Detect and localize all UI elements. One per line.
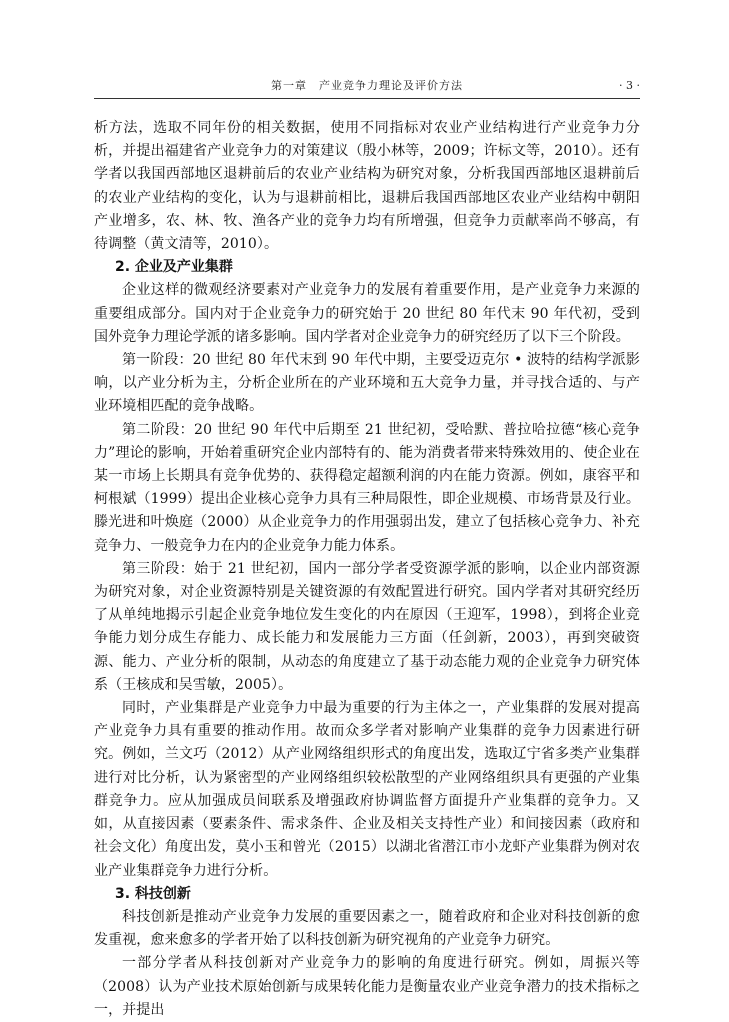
section-heading: 2. 企业及产业集群 bbox=[115, 259, 233, 276]
page-number: · 3 · bbox=[619, 79, 640, 92]
paragraph: 第三阶段：始于 21 世纪初，国内一部分学者受资源学派的影响，以企业内部资源为研究对象，对企业资源特别是关键资源的有效配置进行研究。国内学者对其研究经历了从单纯地揭示引起企业竞争地位发生变化的内在原因（王迎军，1998），到将企业竞争能力划分成生存能力、成长能力和发展能力三方面（任剑新，2003），再到突破资源、能力、产业分析的限制，从动态的角度建立了基于动态能力观的企业竞争力研究体系（王核成和吴雪敏，2005）。 bbox=[94, 560, 640, 693]
body-text bbox=[94, 117, 640, 1022]
paragraph: 同时，产业集群是产业竞争力中最为重要的行为主体之一，产业集群的发展对提高产业竞争力具有重要的推动作用。故而众多学者对影响产业集群的竞争力因素进行研究。例如，兰文巧（2012）从产业网络组织形式的角度出发，选取辽宁省多类产业集群进行对比分析，认为紧密型的产业网络组织较松散型的产业网络组织具有更强的产业集群竞争力。应从加强成员间联系及增强政府协调监督方面提升产业集群的竞争力。又如，从直接因素（要素条件、需求条件、企业及相关支持性产业）和间接因素（政府和社会文化）角度出发，莫小玉和曾光（2015）以湖北省潜江市小龙虾产业集群为例对农业产业集群竞争力进行分析。 bbox=[94, 700, 640, 879]
paragraph: 企业这样的微观经济要素对产业竞争力的发展有着重要作用，是产业竞争力来源的重要组成部分。国内对于企业竞争力的研究始于 20 世纪 80 年代末 90 年代初，受到国外竞争力理论学派的诸多影响。国内学者对企业竞争力的研究经历了以下三个阶段。 bbox=[94, 282, 640, 345]
running-header bbox=[94, 76, 640, 96]
paragraph: 一部分学者从科技创新对产业竞争力的影响的角度进行研究。例如，周振兴等（2008）认为产业技术原始创新与成果转化能力是衡量农业产业竞争潜力的技术指标之一，并提出 bbox=[94, 955, 640, 1018]
header-divider bbox=[94, 98, 640, 99]
paragraph: 第一阶段：20 世纪 80 年代末到 90 年代中期，主要受迈克尔 • 波特的结构学派影响，以产业分析为主，分析企业所在的产业环境和五大竞争力量，并寻找合适的、与产业环境相匹配的竞争战略。 bbox=[94, 352, 640, 415]
chapter-title: 第一章 产业竞争力理论及评价方法 bbox=[271, 79, 463, 92]
paragraph: 第二阶段：20 世纪 90 年代中后期至 21 世纪初，受哈默、普拉哈拉德“核心竞争力”理论的影响，开始着重研究企业内部特有的、能为消费者带来特殊效用的、使企业在某一市场上长期具有竞争优势的、获得稳定超额利润的内在能力资源。例如，康容平和柯根斌（1999）提出企业核心竞争力具有三种局限性，即企业规模、市场背景及行业。滕光进和叶焕庭（2000）从企业竞争力的作用强弱出发，建立了包括核心竞争力、补充竞争力、一般竞争力在内的企业竞争力能力体系。 bbox=[94, 421, 640, 554]
section-heading: 3. 科技创新 bbox=[115, 885, 191, 902]
paragraph: 科技创新是推动产业竞争力发展的重要因素之一，随着政府和企业对科技创新的愈发重视，愈来愈多的学者开始了以科技创新为研究视角的产业竞争力研究。 bbox=[94, 908, 640, 949]
paragraph: 析方法，选取不同年份的相关数据，使用不同指标对农业产业结构进行产业竞争力分析，并提出福建省产业竞争力的对策建议（殷小林等，2009；许标文等，2010）。还有学者以我国西部地区退耕前后的农业产业结构为研究对象，分析我国西部地区退耕前后的农业产业结构的变化，认为与退耕前相比，退耕后我国西部地区农业产业结构中朝阳产业增多，农、林、牧、渔各产业的竞争力均有所增强，但竞争力贡献率尚不够高，有待调整（黄文清等，2010）。 bbox=[94, 120, 640, 253]
